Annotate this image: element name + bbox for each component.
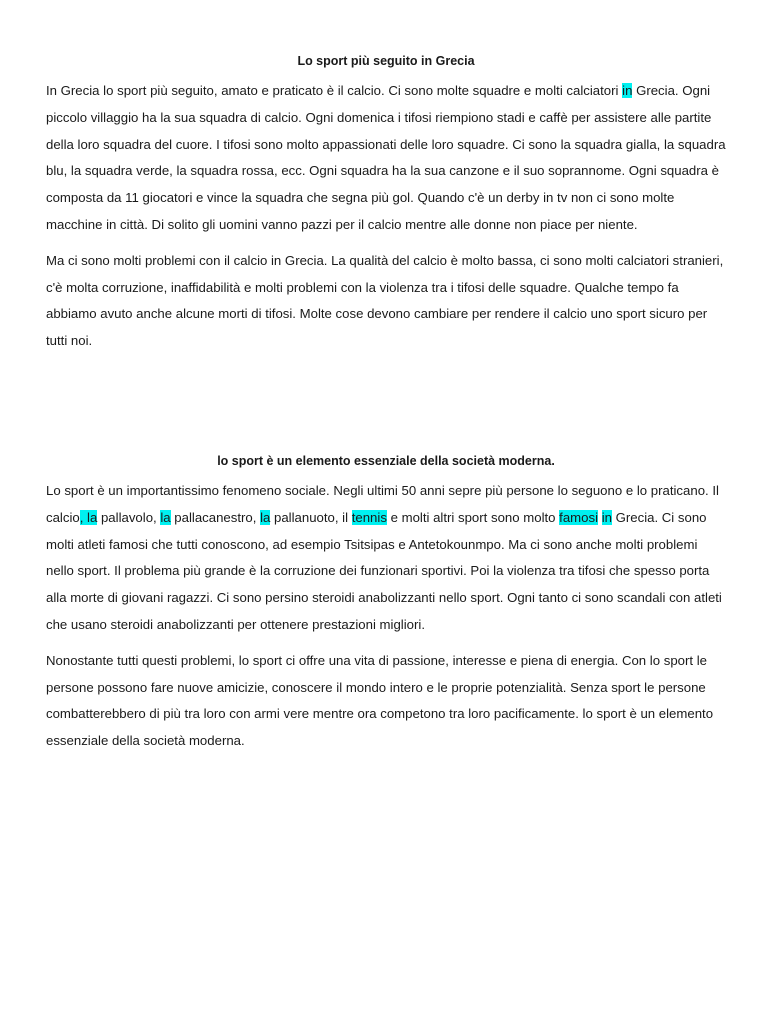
text-run: Grecia. Ci sono molti atleti famosi che tutti conoscono, ad esempio Tsitsipas e Antetokounmpo. Ma ci sono anche molti problemi nello sport. Il problema più grande è la corruzione dei funzionari sportivi. Poi la violenza tra tifosi che spesso porta alla morte di giovani ragazzi. Ci sono persino steroidi anabolizzanti nello sport. Ogni tanto ci sono scandali con atleti che usano steroidi anabolizzanti per ottenere prestazioni migliori. (46, 509, 722, 632)
section2-paragraph-1 (46, 478, 726, 639)
section2-title: lo sport è un elemento essenziale della società moderna. (217, 454, 555, 468)
text-run: pallavolo, (97, 509, 161, 525)
text-run: In Grecia lo sport più seguito, amato e praticato è il calcio. Ci sono molte squadre e molti calciatori (46, 83, 623, 98)
highlighted-text: in (601, 509, 612, 525)
highlighted-text: in (622, 83, 633, 98)
section1-paragraph-2 (46, 248, 726, 355)
highlighted-text: , la (79, 509, 98, 525)
highlighted-text: tennis (351, 509, 387, 525)
text-run: pallacanestro, (170, 509, 261, 525)
highlighted-text: la (160, 509, 171, 525)
text-run: e molti altri sport sono molto (386, 509, 560, 525)
section1-title: Lo sport più seguito in Grecia (297, 54, 475, 68)
section2-paragraph-2 (46, 648, 726, 755)
text-run: Grecia. Ogni piccolo villaggio ha la sua squadra di calcio. Ogni domenica i tifosi riempiono stadi e caffè per assistere alle partite della loro squadra del cuore. I tifosi sono molto appassionati delle loro squadre. Ci sono la squadra gialla, la squadra blu, la squadra verde, la squadra rossa, ecc. Ogni squadra ha la sua canzone e il suo soprannome. Ogni squadra è composta da 11 giocatori e vince la squadra che segna più gol. Quando c'è un derby in tv non ci sono molte macchine in città. Di solito gli uomini vanno pazzi per il calcio mentre alle donne non piace per niente. (46, 83, 726, 232)
text-run: Lo sport è un importantissimo fenomeno sociale. Negli ultimi 50 anni sepre più persone lo seguono e lo praticano. Il calcio (46, 483, 719, 525)
text-run: pallanuoto, il (270, 509, 352, 525)
section-sport-grecia (46, 52, 726, 364)
text-run: Ma ci sono molti problemi con il calcio in Grecia. La qualità del calcio è molto bassa, ci sono molti calciatori stranieri, c'è molta corruzione, inaffidabilità e molti problemi con la violenza tra i tifosi delle squadre. Qualche tempo fa abbiamo avuto anche alcune morti di tifosi. Molte cose devono cambiare per rendere il calcio uno sport sicuro per tutti noi. (46, 252, 724, 349)
text-run: Nonostante tutti questi problemi, lo sport ci offre una vita di passione, interesse e piena di energia. Con lo sport le persone possono fare nuove amicizie, conoscere il mondo intero e le proprie potenzialità. Senza sport le persone combatterebbero di più tra loro con armi vere mentre ora competono tra loro pacificamente. lo sport è un elemento essenziale della società moderna. (46, 652, 714, 749)
highlighted-text: famosi (559, 509, 599, 525)
highlighted-text: la (260, 509, 271, 525)
section-sport-societa (46, 452, 726, 764)
section1-paragraph-1 (46, 78, 726, 239)
